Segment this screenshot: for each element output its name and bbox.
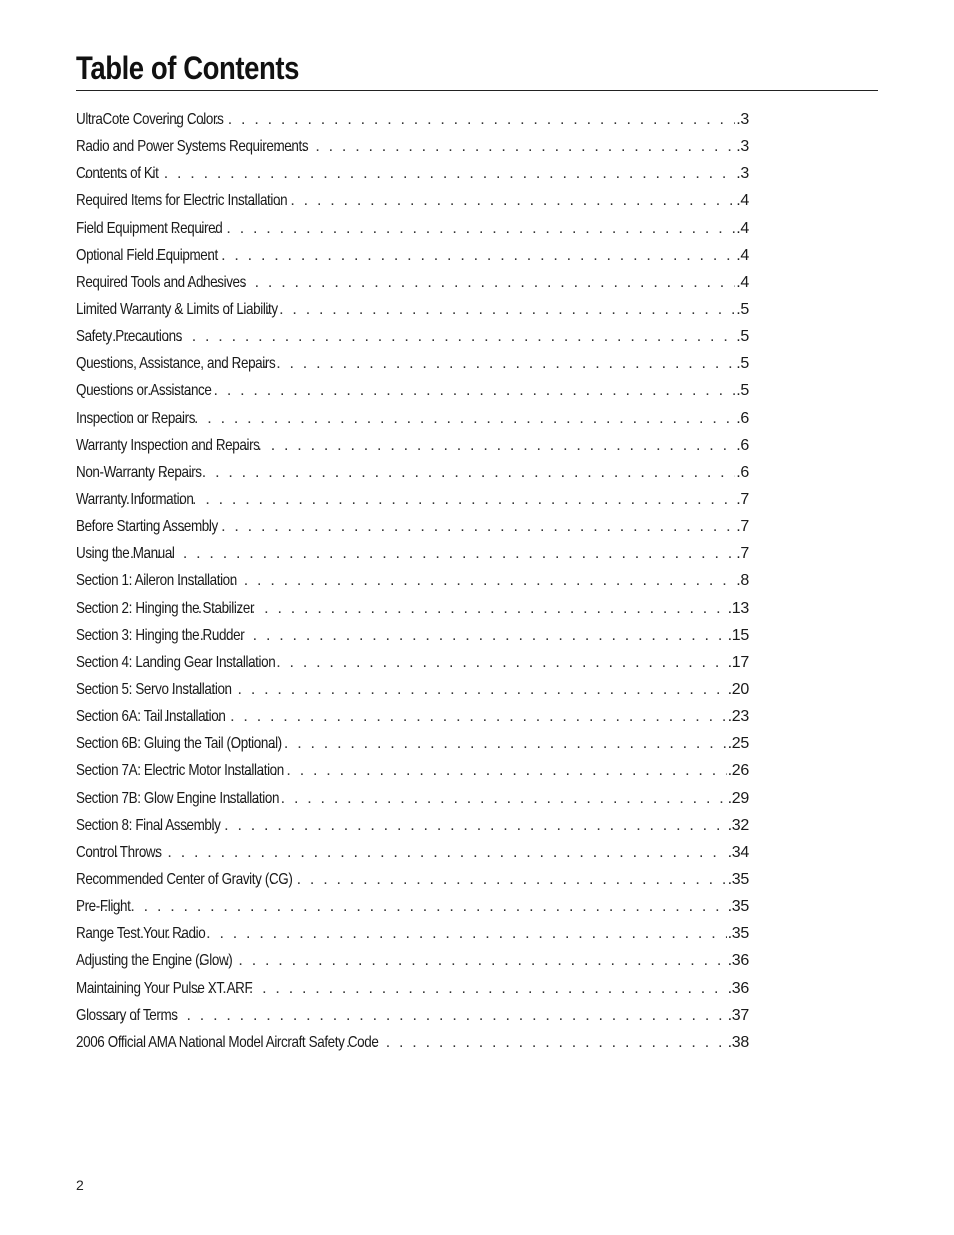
toc-dot-leader	[229, 757, 726, 784]
toc-entry[interactable]	[76, 459, 749, 486]
toc-dot-leader	[184, 269, 735, 296]
toc-dot-leader	[84, 839, 727, 866]
toc-entry[interactable]	[76, 812, 749, 839]
toc-dot-leader	[342, 1029, 727, 1056]
toc-dot-leader	[80, 160, 735, 187]
toc-entry[interactable]	[76, 106, 749, 133]
toc-entry-page: .3	[736, 138, 749, 156]
toc-entry[interactable]	[76, 730, 749, 757]
toc-entry-page: .34	[727, 843, 749, 861]
page-title: Table of Contents	[76, 50, 300, 86]
toc-entry-page: .7	[736, 491, 749, 509]
toc-entry[interactable]	[76, 757, 749, 784]
toc-entry-page: .3	[736, 165, 749, 183]
toc-entry[interactable]	[76, 947, 749, 974]
toc-entry-page: .3	[736, 111, 749, 129]
toc-entry-page: .4	[736, 192, 749, 210]
toc-entry-title: Inspection or Repairs	[76, 409, 196, 427]
toc-dot-leader	[219, 649, 727, 676]
toc-entry[interactable]	[76, 160, 749, 187]
toc-dot-leader	[157, 106, 735, 133]
toc-entry-title: Recommended Center of Gravity (CG)	[76, 871, 293, 888]
toc-entry-page: .26	[727, 762, 749, 780]
toc-dot-leader	[160, 703, 727, 730]
toc-entry[interactable]	[76, 567, 749, 594]
toc-dot-leader	[173, 567, 735, 594]
toc-entry-title: Section 5: Servo Installation	[76, 681, 232, 699]
toc-entry[interactable]	[76, 649, 749, 676]
toc-entry-title: Required Tools and Adhesives	[76, 273, 246, 291]
toc-entry-page: .5	[736, 301, 749, 319]
toc-entry-title: Radio and Power Systems Requirements	[76, 138, 309, 156]
toc-entry-page: .5	[736, 382, 749, 400]
toc-entry-page: .7	[736, 518, 749, 536]
toc-entry[interactable]	[76, 432, 749, 459]
toc-entry[interactable]	[76, 920, 749, 947]
toc-entry-page: .8	[736, 572, 749, 590]
toc-entry-title: UltraCote Covering Colors	[76, 111, 224, 129]
toc-entry-title: Glossary of Terms	[76, 1006, 178, 1024]
toc-dot-leader	[219, 350, 735, 377]
toc-dot-leader	[168, 947, 727, 974]
toc-entry-page: .13	[727, 599, 749, 617]
toc-entry-title: Non-Warranty Repairs	[76, 463, 202, 481]
toc-entry[interactable]	[76, 133, 749, 160]
page-number: 2	[76, 1177, 84, 1193]
toc-entry-title: Section 2: Hinging the Stabilizer	[76, 599, 255, 617]
toc-entry[interactable]	[76, 540, 749, 567]
toc-entry-title: Maintaining Your Pulse XT ARF	[76, 979, 253, 997]
toc-entry-title: Optional Field Equipment	[76, 246, 218, 264]
toc-entry-title: Warranty Inspection and Repairs	[76, 436, 260, 454]
toc-dot-leader	[167, 676, 727, 703]
toc-entry-page: .35	[727, 925, 749, 943]
toc-entry[interactable]	[76, 513, 749, 540]
toc-dot-leader	[151, 242, 736, 269]
toc-entry-page: .4	[736, 219, 749, 237]
toc-entry-page: .20	[727, 681, 749, 699]
toc-dot-leader	[156, 215, 735, 242]
toc-entry-title: Section 7B: Glow Engine Installation	[76, 789, 280, 807]
toc-entry-page: .7	[736, 545, 749, 563]
toc-entry[interactable]	[76, 622, 749, 649]
toc-entry-title: Questions or Assistance	[76, 382, 212, 400]
toc-entry-title: Questions, Assistance, and Repairs	[76, 355, 276, 373]
toc-entry[interactable]	[76, 242, 749, 269]
toc-entry[interactable]	[76, 187, 749, 214]
toc-entry-page: .6	[736, 436, 749, 454]
toc-entry[interactable]	[76, 269, 749, 296]
toc-entry[interactable]	[76, 350, 749, 377]
toc-entry-page: .5	[736, 355, 749, 373]
toc-entry-title: Before Starting Assembly	[76, 518, 218, 536]
toc-entry-title: Safety Precautions	[76, 328, 183, 346]
toc-dot-leader	[258, 133, 735, 160]
toc-entry-page: .17	[727, 653, 749, 671]
toc-entry-page: .36	[727, 952, 749, 970]
toc-entry-page: .6	[736, 463, 749, 481]
toc-entry[interactable]	[76, 866, 749, 893]
toc-entry-page: .5	[736, 328, 749, 346]
toc-dot-leader	[192, 975, 727, 1002]
toc-entry[interactable]	[76, 377, 749, 404]
title-divider	[76, 90, 878, 91]
toc-entry-title: Section 1: Aileron Installation	[76, 572, 237, 590]
toc-entry-page: .4	[736, 273, 749, 291]
toc-entry-title: Section 3: Hinging the Rudder	[76, 626, 245, 644]
toc-entry-page: .35	[727, 898, 749, 916]
toc-entry-title: Section 7A: Electric Motor Installation	[76, 762, 284, 780]
toc-dot-leader	[239, 866, 726, 893]
toc-entry-title: Control Throws	[76, 843, 162, 861]
toc-entry[interactable]	[76, 405, 749, 432]
toc-entry-title: Warranty Information	[76, 491, 194, 509]
toc-entry[interactable]	[76, 323, 749, 350]
toc-entry-title: Section 8: Final Assembly	[76, 816, 221, 834]
toc-entry-title: Contents of Kit	[76, 165, 159, 183]
toc-dot-leader	[103, 1002, 727, 1029]
toc-dot-leader	[227, 730, 727, 757]
toc-entry-page: .25	[727, 735, 749, 753]
toc-dot-leader	[124, 405, 736, 432]
toc-entry-page: .35	[727, 871, 749, 888]
toc-dot-leader	[76, 893, 727, 920]
toc-dot-leader	[99, 540, 735, 567]
toc-entry-title: 2006 Official AMA National Model Aircraft Safety Code	[76, 1033, 379, 1051]
toc-entry[interactable]	[76, 1002, 749, 1029]
toc-entry[interactable]	[76, 296, 749, 323]
toc-entry-page: .4	[736, 246, 749, 264]
toc-entry-page: .38	[727, 1033, 749, 1051]
toc-entry-title: Using the Manual	[76, 545, 175, 563]
toc-entry-page: .23	[727, 708, 749, 726]
toc-dot-leader	[143, 377, 735, 404]
toc-dot-leader	[131, 459, 735, 486]
toc-dot-leader	[194, 595, 727, 622]
toc-entry[interactable]	[76, 975, 749, 1002]
toc-dot-leader	[182, 622, 726, 649]
toc-dot-leader	[200, 432, 735, 459]
toc-dot-leader	[222, 296, 735, 323]
toc-dot-leader	[224, 785, 727, 812]
toc-entry[interactable]	[76, 215, 749, 242]
toc-dot-leader	[233, 187, 735, 214]
toc-entry-page: .32	[727, 816, 749, 834]
toc-entry[interactable]	[76, 839, 749, 866]
toc-entry-title: Range Test Your Radio	[76, 925, 206, 943]
toc-entry[interactable]	[76, 486, 749, 513]
toc-entry-title: Pre-Flight	[76, 898, 131, 916]
toc-dot-leader	[108, 323, 735, 350]
toc-entry-title: Required Items for Electric Installation	[76, 192, 288, 210]
toc-dot-leader	[151, 513, 736, 540]
toc-entry-title: Section 6B: Gluing the Tail (Optional)	[76, 735, 282, 753]
toc-entry-title: Section 4: Landing Gear Installation	[76, 653, 276, 671]
toc-entry-page: .6	[736, 409, 749, 427]
toc-entry-title: Field Equipment Required	[76, 219, 223, 237]
toc-entry[interactable]	[76, 676, 749, 703]
toc-entry[interactable]	[76, 785, 749, 812]
toc-dot-leader	[122, 486, 736, 513]
toc-entry-page: .37	[727, 1006, 749, 1024]
toc-dot-leader	[136, 920, 727, 947]
toc-entry-title: Section 6A: Tail Installation	[76, 708, 226, 726]
toc-entry-page: .29	[727, 789, 749, 807]
toc-entry-title: Limited Warranty & Limits of Liability	[76, 301, 278, 319]
toc-list	[76, 106, 749, 1056]
toc-entry[interactable]	[76, 595, 749, 622]
toc-entry-title: Adjusting the Engine (Glow)	[76, 952, 233, 970]
toc-entry-page: .15	[727, 626, 749, 644]
toc-entry-page: .36	[727, 979, 749, 997]
toc-entry[interactable]	[76, 703, 749, 730]
toc-entry[interactable]	[76, 1029, 749, 1056]
toc-entry[interactable]	[76, 893, 749, 920]
toc-dot-leader	[154, 812, 727, 839]
